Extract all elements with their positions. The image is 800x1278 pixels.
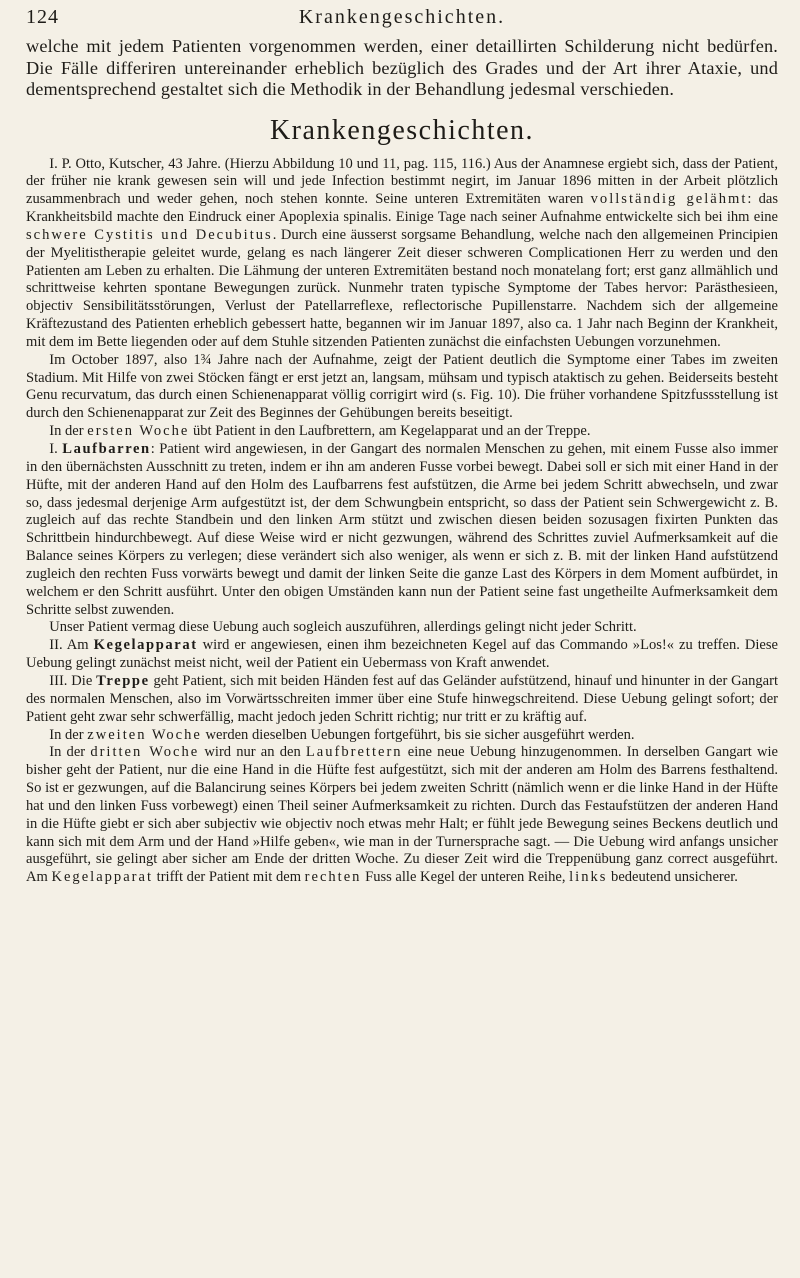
text-span: : Patient wird angewiesen, in der Gangart des normalen Menschen zu gehen, mit einem Fusse also immer in den übernächsten Ausschnitt zu treten, indem er ihn am anderen Fusse vorbei bewegt. Dabei soll er sich mit einer Hand in der Hüfte, mit der anderen Hand auf den Holm des Laufbarrens fest aufstützen, die Arme bei jedem Schritt abwechseln, und zwar so, dass jedesmal derjenige Arm aufgestützt ist, der dem Schwungbein entspricht, so dass der Patient sein Schwergewicht z. B. zugleich auf das rechte Standbein und den linken Arm stützt und zwischen diesen beiden sozusagen fixirten Punkten das Schrittbein hindurchbewegt. Auf diese Weise wird er nicht gezwungen, während des Schrittes zuviel Aufmerksamkeit auf die Balance seines Körpers zu verlegen; diese verändert sich also weniger, als wenn er sich z. B. mit der linken Hand aufstützend zugleich den rechten Fuss vorwärts bewegt und damit der linken Seite die ganze Last des Körpers in dem Moment aufbürdet, in welchem er den Schritt ausführt. Unter den obigen Umständen kann nun der Patient seine fast ungetheilte Aufmerksamkeit dem Schritte selbst zuwenden. [26,441,778,618]
case-paragraph-3 [26,423,778,441]
text-span: geht Patient, sich mit beiden Händen fest auf das Geländer aufstützend, hinauf und hinunter in der Gangart des normalen Menschen, also im Vorwärtsschreiten immer über eine Stufe hinwegschreitend. Diese Uebung gelingt sofort; der Patient geht zwar sehr schwerfällig, macht jedoch jeden Schritt richtig; nur tritt er zu kräftig auf. [26,672,778,725]
text-span: II. Am [49,637,94,654]
page-number: 124 [26,6,59,28]
intro-paragraph: welche mit jedem Patienten vorgenommen werden, einer detaillirten Schilderung nicht bedürfen. Die Fälle differiren untereinander erheblich bezüglich des Grades und der Art ihrer Ataxie, und dementsprechend gestaltet sich die Methodik in der Behandlung jedesmal verschieden. [26,36,778,99]
emphasis-span: Laufbarren [62,441,151,457]
case-paragraph-2: Im October 1897, also 1¾ Jahre nach der Aufnahme, zeigt der Patient deutlich die Symptome einer Tabes im zweiten Stadium. Mit Hilfe von zwei Stöcken fängt er erst jetzt an, langsam, mühsam und typisch ataktisch zu gehen. Beiderseits besteht Genu recurvatum, das durch einen Schienenapparat völlig corrigirt wird (s. Fig. 10). Die früher vorhandene Spitzfussstellung ist durch den Schienenapparat zur Zeit des Beginnes der Gehübungen bereits beseitigt. [26,351,778,422]
text-span: übt Patient in den Laufbrettern, am Kegelapparat und an der Treppe. [189,423,591,440]
text-span: Fuss alle Kegel der unteren Reihe, [361,869,570,886]
emphasis-span: schwere Cystitis und Decubitus [26,226,273,243]
text-span: wird er angewiesen, einen ihm bezeichneten Kegel auf das Commando »Los!« zu treffen. Diese Uebung gelingt zunächst meist nicht, weil der Patient ein Uebermass von Kraft anwendet. [26,637,778,672]
text-span: In der [49,744,91,761]
emphasis-span: Kegelapparat [51,869,154,886]
text-span: I. [49,441,63,457]
case-paragraph-5: Unser Patient vermag diese Uebung auch sogleich auszuführen, allerdings gelingt nicht jeder Schritt. [49,619,637,636]
emphasis-span: links [569,869,608,886]
text-span: I. P. Otto, Kutscher, 43 Jahre. (Hierzu Abbildung 10 und 11, pag. 115, 116.) Aus der Anamnese ergiebt sich, dass der Patient, der früher nie krank gewesen sein will und jede Infection bestimmt negirt, im Januar 1896 mitten in der Arbeit plötzlich zusammenbrach und weder gehen, noch stehen konnte. Seine unteren Extremitäten waren [26,155,778,208]
emphasis-span: rechten [304,869,362,886]
emphasis-span: Kegelapparat [93,637,198,654]
emphasis-span: dritten Woche [90,744,200,761]
text-span: trifft der Patient mit dem [153,869,305,886]
text-span: : das Krankheitsbild machte den Eindruck einer Apoplexia spinalis. Einige Tage nach seiner Aufnahme entwickelte sich bei ihm eine [26,191,779,226]
case-paragraph-6 [26,637,778,673]
text-span: eine neue Uebung hinzugenommen. In derselben Gangart wie bisher geht der Patient, nur die eine Hand in die Hüfte fest aufgestützt, sich mit der anderen am Holm des Barrens festhaltend. So ist er gezwungen, auf die Balancirung seines Körpers bei jedem zweiten Schritt (nämlich wenn er die linke Hand in der Hüfte hat und den linken Fuss vorbewegt) einen Theil seiner Aufmerksamkeit zu richten. Durch das Festaufstützen der anderen Hand in die Hüfte giebt er sich aber subjectiv wie objectiv noch etwas mehr Halt; er fühlt jede Bewegung seines Beckens deutlich und kann sich mit dem Arm und der Hand »Hilfe geben«, wie man in der Turnersprache sagt. — Die Uebung wird anfangs unsicher ausgeführt, sie gelingt aber sicher am Ende der dritten Woche. Zu dieser Zeit wird die Treppenübung ganz correct ausgeführt. Am [26,744,779,886]
emphasis-span: ersten Woche [87,423,190,440]
emphasis-span: zweiten Woche [87,726,202,743]
running-head [26,6,778,36]
text-span: In der [49,423,88,440]
text-span: werden dieselben Uebungen fortgeführt, bis sie sicher ausgeführt werden. [201,726,635,743]
case-paragraph-4 [26,441,778,619]
section-title: Krankengeschichten. [269,114,535,146]
running-title: Krankengeschichten. [298,6,506,28]
emphasis-span: Laufbrettern [305,744,403,761]
case-history-text [26,156,778,888]
text-span: bedeutend unsicherer. [607,869,738,886]
text-span: . Durch eine äusserst sorgsame Behandlung, welche nach den allgemeinen Principien der Myelitistherapie geleitet wurde, gelang es nach längerer Zeit dieser schweren Complicationen Herr zu werden und den Patienten am Leben zu erhalten. Die Lähmung der unteren Extremitäten bestand noch monatelang fort; erst ganz allmählich und schrittweise kehrten spontane Bewegungen zurück. Nunmehr traten typische Symptome der Tabes hervor: Parästhesieen, objectiv Sensibilitätsstörungen, Verlust der Patellarreflexe, reflectorische Pupillenstarre. Nachdem sich der allgemeine Kräftezustand des Patienten erheblich gebessert hatte, begannen wir im Januar 1897, also ca. 1 Jahr nach Beginn der Krankheit, mit dem im Bette liegenden oder auf dem Stuhle sitzenden Patienten zunächst die einfachsten Uebungen vorzunehmen. [26,226,778,350]
case-paragraph-8 [26,727,778,745]
emphasis-span: Treppe [96,672,150,689]
text-span: In der [49,726,88,743]
emphasis-span: vollständig gelähmt [590,191,748,208]
text-span: III. Die [49,672,97,689]
text-span: wird nur an den [199,744,306,761]
case-paragraph-7 [26,673,778,727]
case-paragraph-9 [26,744,778,887]
case-paragraph-1 [26,156,778,352]
